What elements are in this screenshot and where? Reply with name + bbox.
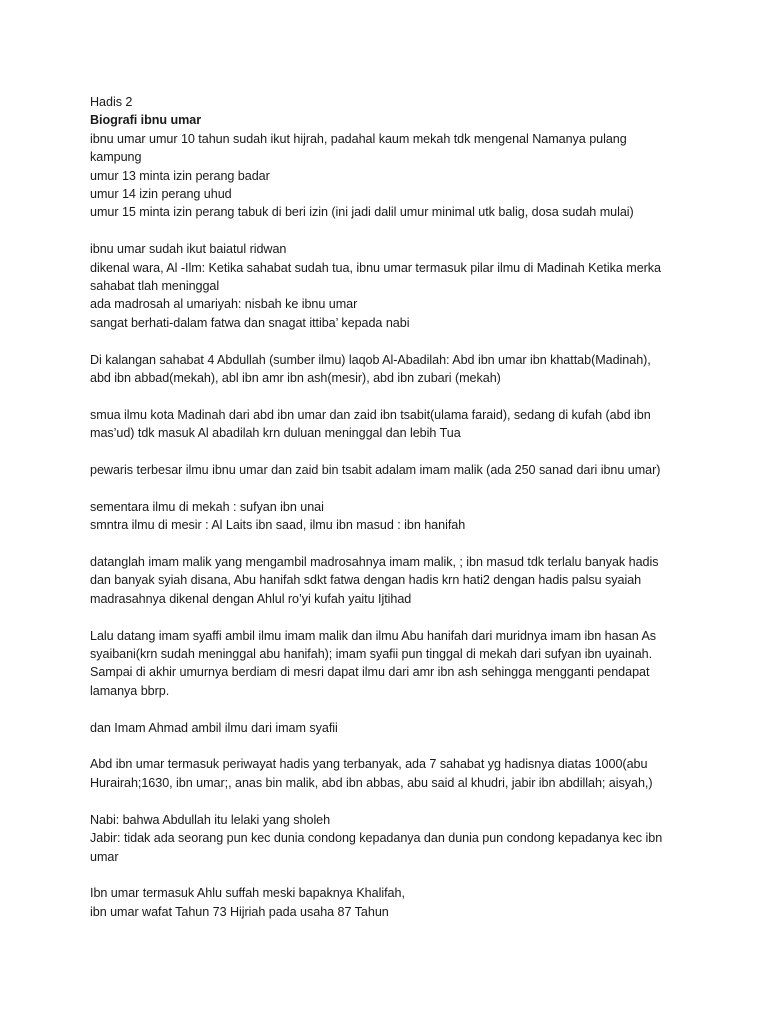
paragraph-line: Ibn umar termasuk Ahlu suffah meski bapaknya Khalifah, xyxy=(90,886,405,901)
paragraph-gap xyxy=(90,387,690,405)
paragraph-gap xyxy=(90,535,690,553)
paragraph-gap xyxy=(90,443,690,461)
paragraph-line: abd ibn abbad(mekah), abl ibn amr ibn ash(mesir), abd ibn zubari (mekah) xyxy=(90,371,501,386)
paragraph-line: Di kalangan sahabat 4 Abdullah (sumber ilmu) laqob Al-Abadilah: Abd ibn umar ibn khattab(Madinah), xyxy=(90,352,651,367)
paragraph-gap xyxy=(90,792,690,810)
paragraph-line: Nabi: bahwa Abdullah itu lelaki yang sholeh xyxy=(90,812,331,827)
paragraph-line: Jabir: tidak ada seorang pun kec dunia condong kepadanya dan dunia pun condong kepadanya kec ibn xyxy=(90,831,663,846)
paragraph-line: dan Imam Ahmad ambil ilmu dari imam syafii xyxy=(90,720,338,735)
paragraph-gap xyxy=(90,479,690,497)
paragraph-line: umur 14 izin perang uhud xyxy=(90,187,232,202)
paragraph-line: sahabat tlah meninggal xyxy=(90,279,220,294)
paragraph-line: umur 15 minta izin perang tabuk di beri izin (ini jadi dalil umur minimal utk balig, dosa sudah mulai) xyxy=(90,205,634,220)
paragraph-line: ibnu umar umur 10 tahun sudah ikut hijrah, padahal kaum mekah tdk mengenal Namanya pulang xyxy=(90,131,627,146)
paragraph-gap xyxy=(90,866,690,884)
paragraph-line: kampung xyxy=(90,150,142,165)
document-heading: Hadis 2 xyxy=(90,95,133,109)
paragraph-line: smua ilmu kota Madinah dari abd ibn umar dan zaid ibn tsabit(ulama faraid), sedang di kufah (abd ibn xyxy=(90,407,651,422)
paragraph-line: ibnu umar sudah ikut baiatul ridwan xyxy=(90,242,287,257)
paragraph-line: umur 13 minta izin perang badar xyxy=(90,168,270,183)
document-title: Biografi ibnu umar xyxy=(90,113,202,128)
paragraph-line: smntra ilmu di mesir : Al Laits ibn saad, ilmu ibn masud : ibn hanifah xyxy=(90,518,466,533)
paragraph-line: ada madrosah al umariyah: nisbah ke ibnu umar xyxy=(90,297,358,312)
paragraph-line: madrasahnya dikenal dengan Ahlul ro’yi kufah yaitu Ijtihad xyxy=(90,591,412,606)
paragraph-line: sementara ilmu di mekah : sufyan ibn unai xyxy=(90,499,324,514)
paragraph-line: pewaris terbesar ilmu ibnu umar dan zaid bin tsabit adalam imam malik (ada 250 sanad dari ibnu umar) xyxy=(90,463,661,478)
paragraph-line: syaibani(krn sudah meninggal abu hanifah); imam syafii pun tinggal di mekah dari sufyan ibn uyainah. xyxy=(90,647,653,662)
paragraph-gap xyxy=(90,222,690,240)
paragraph-line: dikenal wara, Al -Ilm: Ketika sahabat sudah tua, ibnu umar termasuk pilar ilmu di Madinah Ketika merka xyxy=(90,260,661,275)
document-page xyxy=(90,93,690,921)
paragraph-gap xyxy=(90,608,690,626)
paragraph-line: umar xyxy=(90,849,119,864)
paragraph-line: lamanya bbrp. xyxy=(90,683,170,698)
paragraph-line: dan banyak syiah disana, Abu hanifah sdkt fatwa dengan hadis krn hati2 dengan hadis palsu syaiah xyxy=(90,573,642,588)
paragraph-gap xyxy=(90,737,690,755)
paragraph-line: sangat berhati-dalam fatwa dan snagat ittiba’ kepada nabi xyxy=(90,315,410,330)
paragraph-line: Lalu datang imam syaffi ambil ilmu imam malik dan ilmu Abu hanifah dari muridnya imam ibn hasan As xyxy=(90,628,657,643)
paragraph-gap xyxy=(90,332,690,350)
paragraph-line: datanglah imam malik yang mengambil madrosahnya imam malik, ; ibn masud tdk terlalu banyak hadis xyxy=(90,555,659,570)
paragraph-line: Hurairah;1630, ibn umar;, anas bin malik, abd ibn abbas, abu said al khudri, jabir ibn abdillah; aisyah,) xyxy=(90,775,653,790)
paragraph-gap xyxy=(90,700,690,718)
paragraph-line: ibn umar wafat Tahun 73 Hijriah pada usaha 87 Tahun xyxy=(90,904,389,919)
paragraph-line: mas’ud) tdk masuk Al abadilah krn duluan meninggal dan lebih Tua xyxy=(90,426,461,441)
paragraph-line: Sampai di akhir umurnya berdiam di mesri dapat ilmu dari amr ibn ash sehingga mengganti pendapat xyxy=(90,665,650,680)
paragraph-line: Abd ibn umar termasuk periwayat hadis yang terbanyak, ada 7 sahabat yg hadisnya diatas 1000(abu xyxy=(90,757,648,772)
